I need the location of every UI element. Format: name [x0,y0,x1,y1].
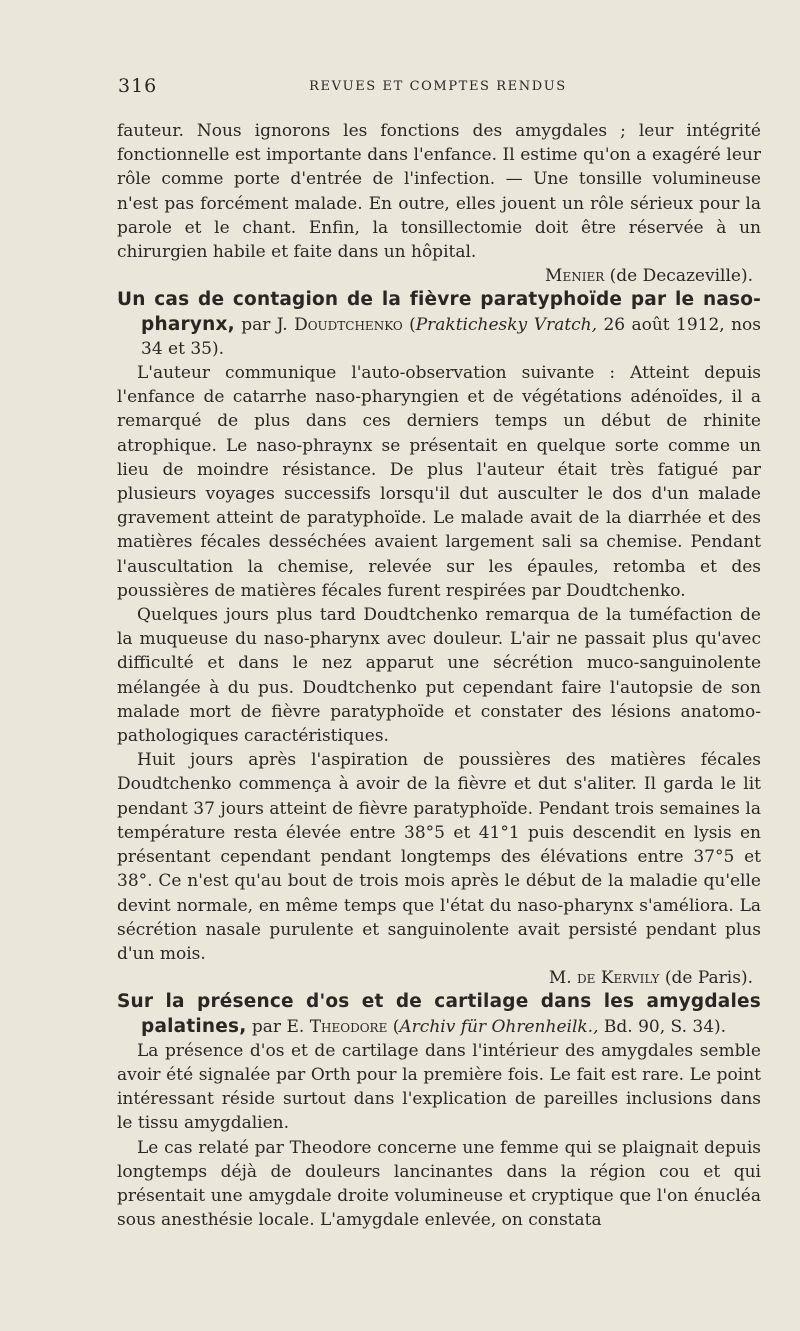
signature-name: Kervily [600,968,660,989]
signature-place: (de Paris). [664,968,753,989]
paragraph: Le cas relaté par Theodore concerne une femme qui se plaignait depuis longtemps déjà de douleurs lancinantes dans la région cou et qui présentait une amygdale droite volumineuse et cryptique que l'on énucléa sous anesthésie locale. L'amygdale enlevée, on constata [117,1137,761,1231]
paragraph: Huit jours après l'aspiration de poussières des matières fécales Doudtchenko commença à avoir de la fièvre et dut s'aliter. Il garda le lit pendant 37 jours atteint de fièvre paratyphoïde. Pendant trois semaines la température resta élevée entre 38°5 et 41°1 puis descendit en lysis en présentant cependant pendant longtemps des élévations entre 37°5 et 38°. Ce n'est qu'au bout de trois mois après le début de la maladie qu'elle devint normale, en même temps que l'état du naso-pharynx s'améliora. La sécrétion nasale purulente et sanguinolente avait persisté pendant plus d'un mois. [117,750,761,964]
page-number: 316 [118,75,158,97]
signature-name: Menier [545,266,605,287]
signature-prefix: M. de [548,968,596,989]
paragraph: L'auteur communique l'auto-observation suivante : Atteint depuis l'enfance de catarrhe naso-pharyngien et de végétations adénoïdes, il a remarqué de plus dans ces derniers temps un début de rhinite atrophique. Le naso-phraynx se présentait en quelque sorte comme un lieu de moindre résistance. De plus l'auteur était très fatigué par plusieurs voyages successifs lorsqu'il dut ausculter le dos d'un malade gravement atteint de paratyphoïde. Le malade avait de la diarrhée et des matières fécales desséchées avaient largement sali sa chemise. Pendant l'auscultation la chemise, relevée sur les épaules, retomba et des poussières de matières fécales furent respirées par Doudtchenko. [117,363,761,601]
title-by: par E. [251,1016,305,1037]
title-author: Doudtchenko [294,314,403,335]
title-details: Bd. 90, S. 34). [603,1016,727,1037]
signature-kervily [117,966,761,990]
article-title-amygdales: Sur la présence d'os et de cartilage dans les amygdales palatines, par E. Theodore (Archiv für Ohrenheilk., Bd. 90, S. 34). [117,991,761,1037]
continued-paragraph: fauteur. Nous ignorons les fonctions des amygdales ; leur intégrité fonctionnelle est importante dans l'enfance. Il estime qu'on a exagéré leur rôle comme porte d'entrée de l'infection. — Une tonsille volumineuse n'est pas forcément malade. En outre, elles jouent un rôle sérieux pour la parole et le chant. Enfin, la tonsillectomie doit être réservée à un chirurgien habile et faite dans un hôpital. [117,121,761,263]
title-source: Prakticheskу Vratch, [415,314,598,335]
title-details: 26 août 1912, nos 34 et 35). [141,314,762,359]
article-title-paratyphoide: Un cas de contagion de la fièvre paratyphoïde par le naso-pharynx, par J. Doudtchenko (Prakticheskу Vratch, 26 août 1912, nos 34 et 35). [117,289,762,359]
paragraph: La présence d'os et de cartilage dans l'intérieur des amygdales semble avoir été signalée par Orth pour la première fois. Le fait est rare. Le point intéressant réside surtout dans l'explication de pareilles inclusions dans le tissu amygdalien. [117,1040,761,1134]
title-by: par J. [241,314,288,335]
title-text: Sur la présence d'os et de cartilage dans les amygdales palatines, [117,991,761,1037]
page-header [118,75,758,105]
signature-menier [117,264,761,288]
title-source: Archiv für Ohrenheilk., [399,1016,599,1037]
paragraph: Quelques jours plus tard Doudtchenko remarqua de la tuméfaction de la muqueuse du naso-pharynx avec douleur. L'air ne passait plus qu'avec difficulté et dans le nez apparut une sécrétion muco-sanguinolente mélangée à du pus. Doudtchenko put cependant faire l'autopsie de son malade mort de fièvre paratyphoïde et constater des lésions anatomo-pathologiques caractéristiques. [117,605,761,747]
title-author: Theodore [309,1016,388,1037]
title-text: Un cas de contagion de la fièvre paratyphoïde par le naso-pharynx, [117,289,761,335]
signature-place: (de Decazeville). [609,266,753,287]
page-body [117,119,761,1232]
running-title: REVUES ET COMPTES RENDUS [309,79,567,94]
